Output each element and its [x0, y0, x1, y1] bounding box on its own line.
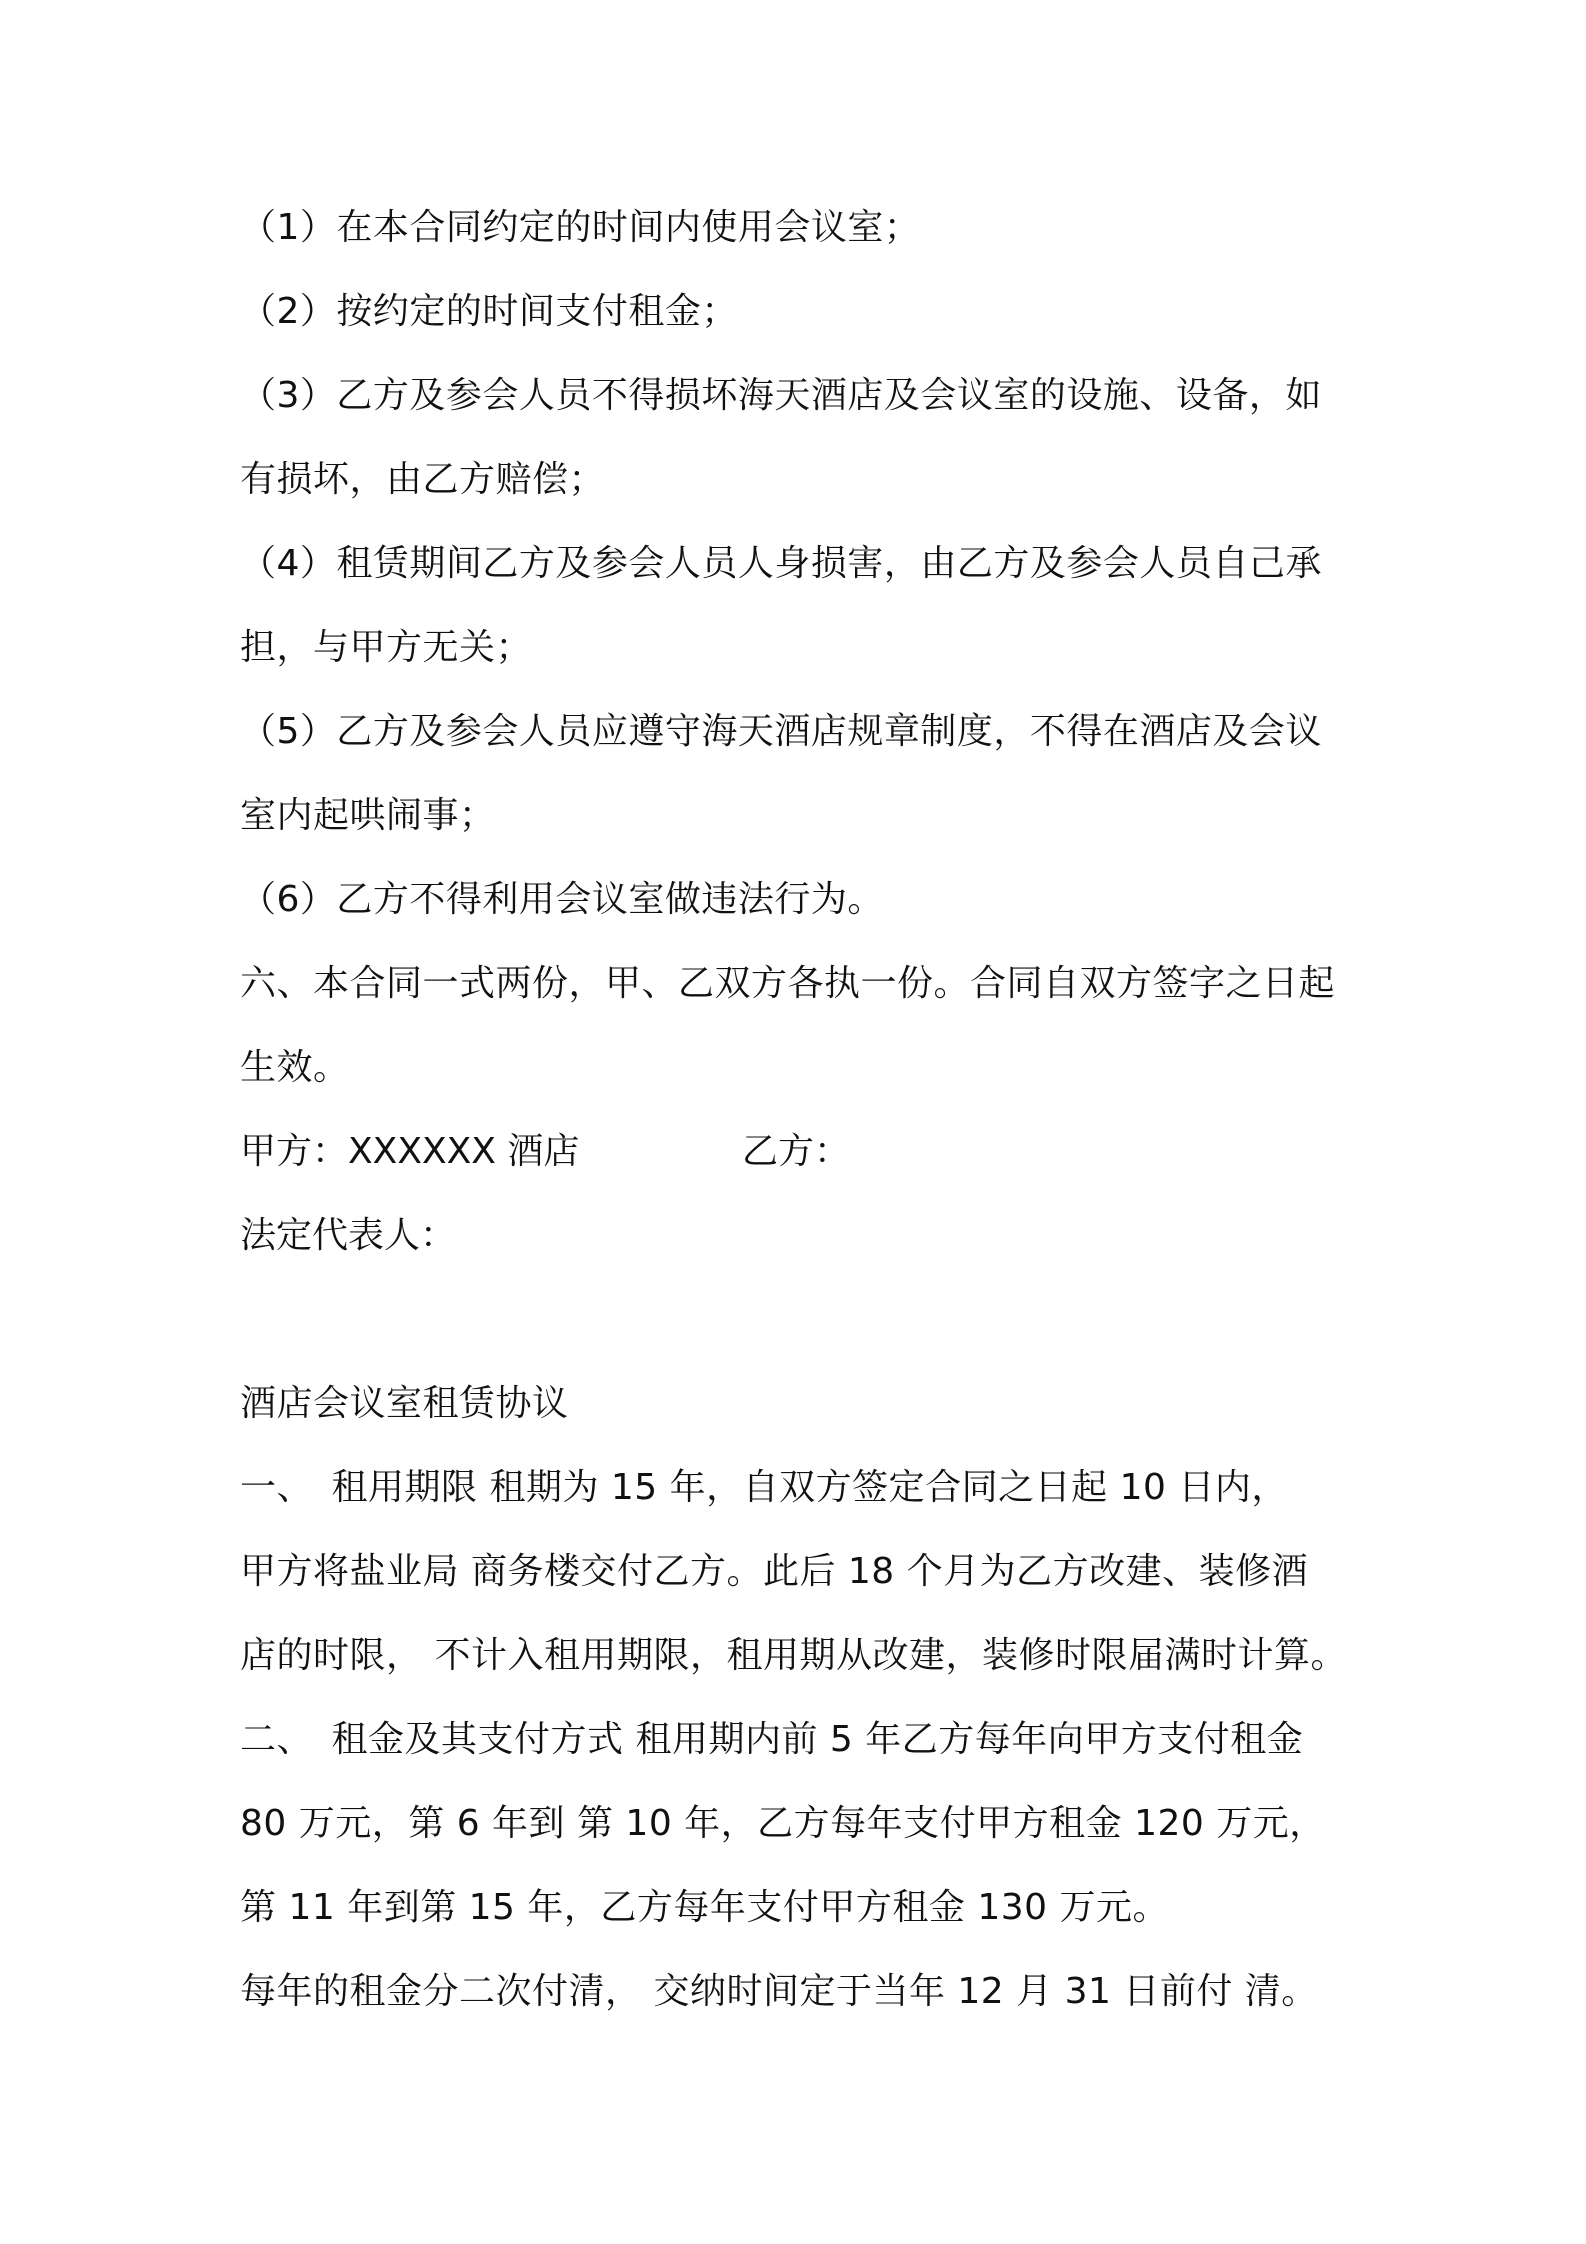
- party-a-signature: 甲方：XXXXXX 酒店: [240, 1131, 580, 1172]
- agreement-line: 每年的租金分二次付清， 交纳时间定于当年 12 月 31 日前付 清。: [240, 1971, 1318, 2012]
- agreement-line: 甲方将盐业局 商务楼交付乙方。此后 18 个月为乙方改建、装修酒: [240, 1551, 1309, 1592]
- clause-line: 有损坏，由乙方赔偿；: [240, 459, 606, 500]
- clause-line: 六、本合同一式两份，甲、乙双方各执一份。合同自双方签字之日起: [240, 963, 1336, 1004]
- agreement-title: 酒店会议室租赁协议: [240, 1383, 569, 1424]
- clause-line: 生效。: [240, 1047, 350, 1088]
- clause-line: （2）按约定的时间支付租金；: [240, 291, 738, 332]
- clause-line: 室内起哄闹事；: [240, 795, 496, 836]
- clause-line: （5）乙方及参会人员应遵守海天酒店规章制度，不得在酒店及会议: [240, 711, 1322, 752]
- clause-line: （3）乙方及参会人员不得损坏海天酒店及会议室的设施、设备，如: [240, 375, 1322, 416]
- agreement-line: 第 11 年到第 15 年，乙方每年支付甲方租金 130 万元。: [240, 1887, 1169, 1928]
- clause-line: 担，与甲方无关；: [240, 627, 533, 668]
- clause-line: （1）在本合同约定的时间内使用会议室；: [240, 207, 921, 248]
- party-b-signature: 乙方：: [742, 1131, 851, 1172]
- agreement-line: 店的时限， 不计入租用期限，租用期从改建，装修时限届满时计算。: [240, 1635, 1347, 1676]
- legal-representative: 法定代表人：: [240, 1215, 457, 1256]
- clause-line: （4）租赁期间乙方及参会人员人身损害，由乙方及参会人员自己承: [240, 543, 1322, 584]
- clause-line: （6）乙方不得利用会议室做违法行为。: [240, 879, 884, 920]
- agreement-line: 80 万元，第 6 年到 第 10 年，乙方每年支付甲方租金 120 万元，: [240, 1803, 1326, 1844]
- agreement-line: 一、 租用期限 租期为 15 年，自双方签定合同之日起 10 日内，: [240, 1467, 1288, 1508]
- agreement-line: 二、 租金及其支付方式 租用期内前 5 年乙方每年向甲方支付租金: [240, 1719, 1304, 1760]
